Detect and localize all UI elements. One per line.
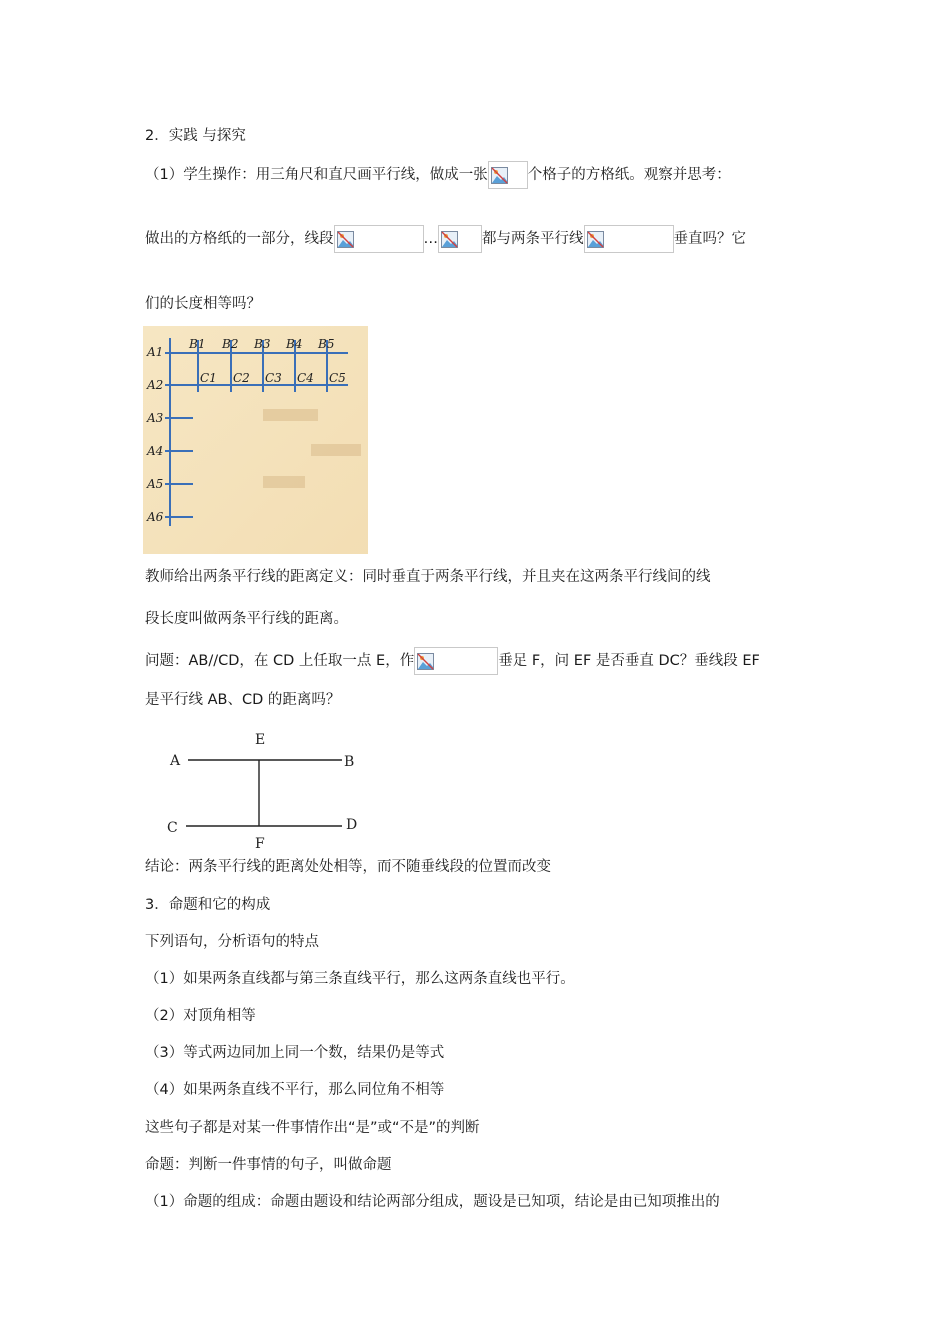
list-item: （4）如果两条直线不平行，那么同位角不相等 bbox=[145, 1082, 445, 1098]
section-2-heading: 2．实践 与探究 bbox=[145, 128, 246, 144]
label-c4: C4 bbox=[297, 371, 314, 385]
label-f: F bbox=[255, 836, 265, 852]
list-item: （2）对顶角相等 bbox=[145, 1008, 256, 1024]
text-segment: 做出的方格纸的一部分，线段 bbox=[145, 231, 334, 247]
summary: 这些句子都是对某一件事情作出“是”或“不是”的判断 bbox=[145, 1120, 480, 1136]
section-3-intro: 下列语句，分析语句的特点 bbox=[145, 934, 319, 950]
label-c: C bbox=[167, 820, 178, 836]
parallel-lines-figure bbox=[160, 723, 370, 853]
label-d: D bbox=[346, 817, 358, 833]
label-c3: C3 bbox=[265, 371, 282, 385]
label-a: A bbox=[170, 753, 181, 769]
label-a1: A1 bbox=[147, 345, 164, 359]
label-b3: B3 bbox=[254, 337, 271, 351]
definition-line-2: 段长度叫做两条平行线的距离。 bbox=[145, 611, 348, 627]
definition-line-1: 教师给出两条平行线的距离定义：同时垂直于两条平行线，并且夹在这两条平行线间的线 bbox=[145, 569, 711, 585]
broken-image-icon bbox=[587, 231, 604, 248]
label-c2: C2 bbox=[233, 371, 250, 385]
label-a4: A4 bbox=[147, 444, 164, 458]
proposition-composition: （1）命题的组成：命题由题设和结论两部分组成，题设是已知项，结论是由已知项推出的 bbox=[145, 1194, 720, 1210]
text-segment: （1）学生操作：用三角尺和直尺画平行线，做成一张 bbox=[145, 167, 488, 183]
label-e: E bbox=[255, 732, 266, 748]
paragraph-problem-cont: 是平行线 AB、CD 的距离吗？ bbox=[145, 692, 341, 708]
label-c5: C5 bbox=[329, 371, 346, 385]
label-a2: A2 bbox=[147, 378, 164, 392]
text-segment: 问题：AB//CD，在 CD 上任取一点 E，作 bbox=[145, 653, 415, 669]
text-segment: 都与两条平行线 bbox=[482, 231, 584, 247]
broken-image-placeholder bbox=[584, 225, 674, 253]
broken-image-placeholder bbox=[438, 225, 482, 253]
label-c1: C1 bbox=[200, 371, 217, 385]
list-item: （3）等式两边同加上同一个数，结果仍是等式 bbox=[145, 1045, 445, 1061]
label-b: B bbox=[344, 754, 355, 770]
list-item: （1）如果两条直线都与第三条直线平行，那么这两条直线也平行。 bbox=[145, 971, 575, 987]
ellipsis: … bbox=[423, 231, 438, 247]
broken-image-placeholder bbox=[334, 225, 424, 253]
paragraph-segments-question bbox=[145, 225, 746, 253]
label-b5: B5 bbox=[318, 337, 335, 351]
broken-image-icon bbox=[491, 167, 508, 184]
paragraph-length-question: 们的长度相等吗？ bbox=[145, 296, 261, 312]
proposition-definition: 命题：判断一件事情的句子，叫做命题 bbox=[145, 1157, 392, 1173]
label-a5: A5 bbox=[147, 477, 164, 491]
paragraph-grid-activity bbox=[145, 161, 731, 189]
text-segment: 垂直吗？它 bbox=[673, 231, 746, 247]
broken-image-icon bbox=[337, 231, 354, 248]
paragraph-problem bbox=[145, 647, 760, 675]
label-b4: B4 bbox=[286, 337, 303, 351]
broken-image-placeholder bbox=[488, 161, 528, 189]
text-segment: 个格子的方格纸。观察并思考： bbox=[527, 167, 731, 183]
section-3-heading: 3．命题和它的构成 bbox=[145, 897, 271, 913]
broken-image-icon bbox=[417, 653, 434, 670]
conclusion: 结论：两条平行线的距离处处相等，而不随垂线段的位置而改变 bbox=[145, 859, 551, 875]
broken-image-placeholder bbox=[414, 647, 498, 675]
label-b2: B2 bbox=[222, 337, 239, 351]
label-a3: A3 bbox=[147, 411, 164, 425]
text-segment: 垂足 F，问 EF 是否垂直 DC？垂线段 EF bbox=[498, 653, 760, 669]
label-a6: A6 bbox=[147, 510, 164, 524]
broken-image-icon bbox=[441, 231, 458, 248]
grid-paper-figure bbox=[143, 326, 368, 554]
label-b1: B1 bbox=[189, 337, 206, 351]
